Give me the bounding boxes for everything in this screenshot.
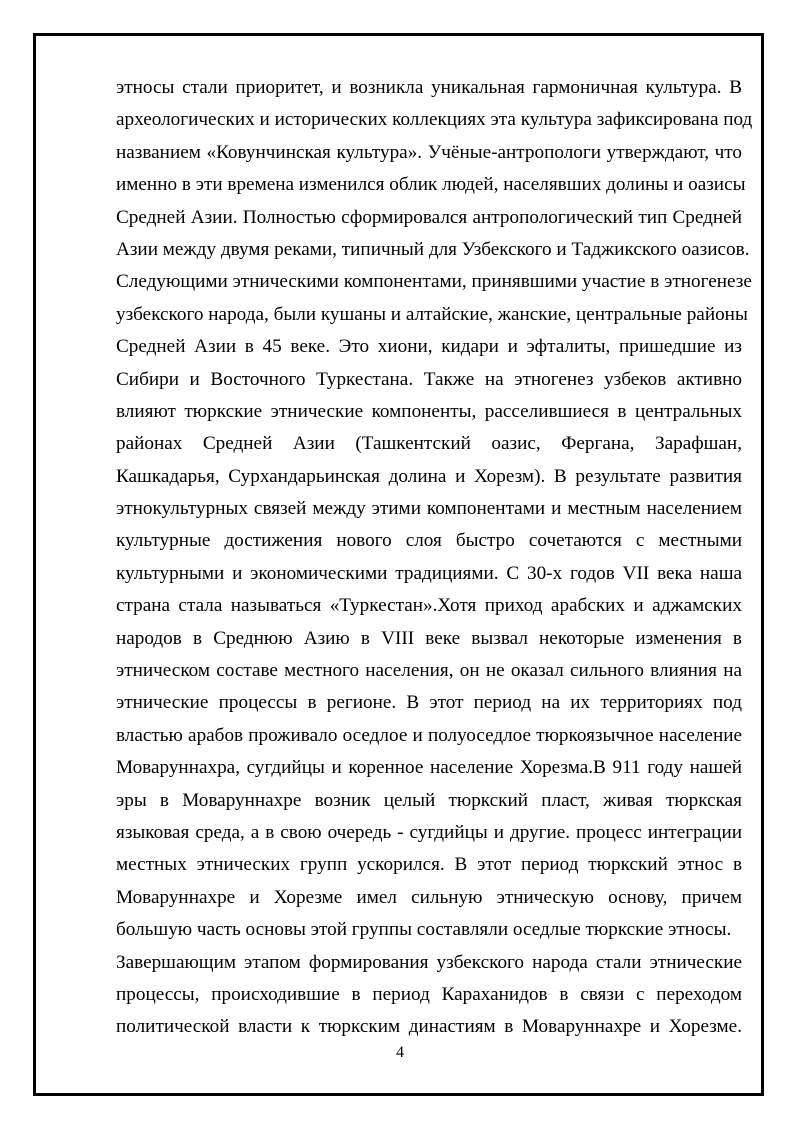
- text-line: Сибири и Восточного Туркестана. Также на этногенез узбеков активно: [116, 368, 742, 390]
- text-line: Средней Азии в 45 веке. Это хиони, кидари и эфталиты, пришедшие из: [116, 336, 742, 358]
- text-line: процессы, происходившие в период Караханидов в связи с переходом: [116, 983, 742, 1005]
- text-line: именно в эти времена изменился облик людей, населявших долины и оазисы: [116, 174, 746, 196]
- text-line: Завершающим этапом формирования узбекского народа стали этнические: [116, 951, 742, 973]
- text-line: Моваруннахре и Хорезме имел сильную этническую основу, причем: [116, 886, 742, 908]
- text-line: языковая среда, а в свою очередь - сугдийцы и другие. процесс интеграции: [116, 821, 742, 843]
- text-line: этническом составе местного населения, он не оказал сильного влияния на: [116, 660, 742, 682]
- text-line: влияют тюркские этнические компоненты, расселившиеся в центральных: [116, 400, 742, 422]
- text-line: районах Средней Азии (Ташкентский оазис, Фергана, Зарафшан,: [116, 433, 742, 455]
- text-line: Азии между двумя реками, типичный для Узбекского и Таджикского оазисов.: [116, 238, 750, 260]
- text-line: страна стала называться «Туркестан».Хотя приход арабских и аджамских: [116, 595, 742, 617]
- page-number: 4: [396, 1044, 404, 1061]
- text-line: культурные достижения нового слоя быстро сочетаются с местными: [116, 530, 742, 552]
- body-text: [116, 72, 753, 1044]
- text-line: культурными и экономическими традициями. С 30-х годов VII века наша: [116, 562, 742, 584]
- text-line: этнокультурных связей между этими компонентами и местным населением: [116, 498, 742, 520]
- text-line: властью арабов проживало оседлое и полуоседлое тюркоязычное население: [116, 724, 742, 746]
- text-line: Следующими этническими компонентами, принявшими участие в этногенезе: [116, 271, 752, 293]
- text-line: местных этнических групп ускорился. В этот период тюркский этнос в: [116, 854, 742, 876]
- text-line: Средней Азии. Полностью сформировался антропологический тип Средней: [116, 206, 742, 228]
- text-line: Моваруннахра, сугдийцы и коренное население Хорезма.В 911 году нашей: [116, 757, 742, 779]
- text-line: политической власти к тюркским династиям в Моваруннахре и Хорезме.: [116, 1016, 742, 1038]
- text-line: народов в Среднюю Азию в VIII веке вызвал некоторые изменения в: [116, 627, 742, 649]
- text-line: эры в Моваруннахре возник целый тюркский пласт, живая тюркская: [116, 789, 742, 811]
- text-line: Кашкадарья, Сурхандарьинская долина и Хорезм). В результате развития: [116, 465, 742, 487]
- text-line: названием «Ковунчинская культура». Учёные-антропологи утверждают, что: [116, 141, 742, 163]
- text-line: археологических и исторических коллекциях эта культура зафиксирована под: [116, 109, 753, 131]
- text-line: этносы стали приоритет, и возникла уникальная гармоничная культура. В: [116, 77, 742, 98]
- text-line: узбекского народа, были кушаны и алтайские, жанские, центральные районы: [116, 303, 748, 325]
- text-line: этнические процессы в регионе. В этот период на их территориях под: [116, 692, 742, 714]
- text-line: большую часть основы этой группы составляли оседлые тюркские этносы.: [116, 919, 732, 941]
